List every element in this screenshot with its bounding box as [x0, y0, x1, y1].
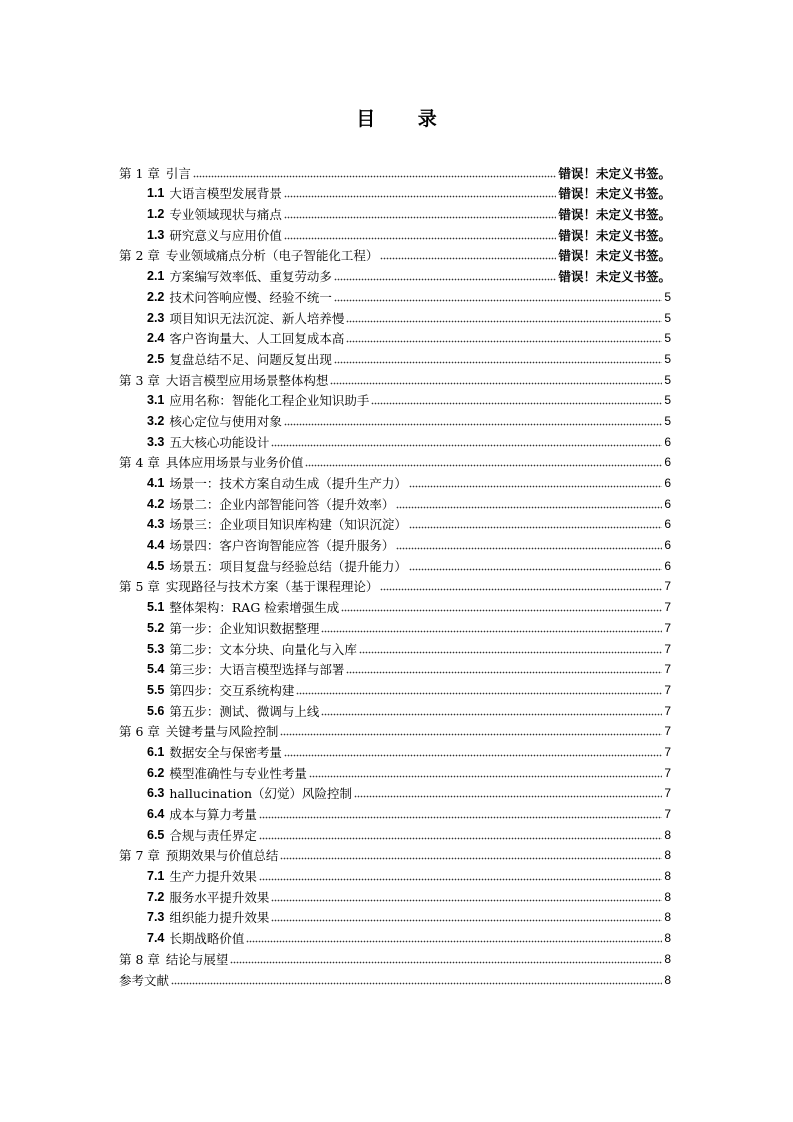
toc-page-number: 7 — [664, 662, 671, 677]
toc-page-number: 8 — [664, 869, 671, 884]
toc-entry-title: 场景四：客户咨询智能应答（提升服务） — [169, 538, 395, 554]
toc-chapter-entry[interactable] — [119, 843, 671, 864]
toc-dot-leader — [259, 830, 662, 840]
toc-section-entry[interactable] — [119, 470, 671, 491]
toc-section-entry[interactable] — [119, 698, 671, 719]
toc-page-number: 7 — [664, 744, 671, 759]
toc-page-number: 8 — [664, 931, 671, 946]
toc-entry-number: 6.3 — [147, 786, 165, 801]
toc-dot-leader — [380, 250, 556, 260]
toc-dot-leader — [309, 768, 662, 778]
toc-entry-title: 大语言模型应用场景整体构想 — [165, 372, 329, 388]
toc-dot-leader — [193, 168, 557, 178]
toc-section-entry[interactable] — [119, 594, 671, 615]
toc-dot-leader — [371, 395, 662, 405]
table-of-contents — [119, 160, 671, 988]
toc-entry-title: 数据安全与保密考量 — [169, 744, 282, 760]
toc-entry-number: 5.5 — [147, 682, 165, 697]
toc-dot-leader — [259, 871, 662, 881]
toc-entry-title: 整体架构：RAG 检索增强生成 — [169, 600, 340, 616]
toc-section-entry[interactable] — [119, 925, 671, 946]
toc-entry-number: 6.5 — [147, 827, 165, 842]
toc-page-number: 错误！未定义书签。 — [558, 248, 671, 264]
toc-page-number: 7 — [664, 620, 671, 635]
toc-entry-number: 3.1 — [147, 393, 165, 408]
toc-section-entry[interactable] — [119, 822, 671, 843]
toc-section-entry[interactable] — [119, 739, 671, 760]
toc-entry-title: hallucination（幻觉）风险控制 — [169, 786, 353, 802]
toc-entry-title: 预期效果与价值总结 — [165, 848, 279, 864]
page-title: 目 录 — [356, 108, 455, 130]
toc-entry-title: 场景五：项目复盘与经验总结（提升能力） — [169, 558, 407, 574]
toc-section-entry[interactable] — [119, 222, 671, 243]
toc-section-entry[interactable] — [119, 636, 671, 657]
toc-section-entry[interactable] — [119, 760, 671, 781]
toc-page-number: 7 — [664, 600, 671, 615]
toc-entry-title: 客户咨询量大、人工回复成本高 — [169, 331, 345, 347]
toc-page-number: 6 — [664, 455, 671, 470]
toc-page-number: 8 — [664, 951, 671, 966]
toc-entry-number: 2.2 — [147, 289, 165, 304]
toc-entry-title: 第二步：文本分块、向量化与入库 — [169, 641, 357, 657]
toc-page-number: 6 — [664, 538, 671, 553]
toc-dot-leader — [334, 354, 662, 364]
toc-entry-number: 第 7 章 — [119, 848, 160, 864]
toc-section-entry[interactable] — [119, 657, 671, 678]
toc-entry-number: 第 6 章 — [119, 724, 160, 740]
toc-chapter-entry[interactable] — [119, 160, 671, 181]
toc-section-entry[interactable] — [119, 429, 671, 450]
toc-entry-title: 应用名称：智能化工程企业知识助手 — [169, 393, 370, 409]
toc-entry-title: 关键考量与风险控制 — [165, 724, 279, 740]
toc-section-entry[interactable] — [119, 305, 671, 326]
toc-entry-title: 具体应用场景与业务价值 — [165, 455, 304, 471]
toc-entry-number: 4.1 — [147, 476, 165, 490]
toc-dot-leader — [171, 975, 662, 985]
toc-entry-number: 7.2 — [147, 889, 165, 904]
toc-dot-leader — [334, 292, 662, 302]
toc-dot-leader — [354, 788, 662, 798]
toc-entry-number: 4.5 — [147, 558, 165, 573]
toc-page-number: 6 — [664, 434, 671, 449]
toc-entry-title: 场景三：企业项目知识库构建（知识沉淀） — [169, 517, 407, 533]
toc-entry-title: 参考文献 — [119, 972, 170, 988]
toc-entry-number: 1.1 — [147, 186, 165, 201]
toc-section-entry[interactable] — [119, 553, 671, 574]
toc-entry-number: 2.3 — [147, 310, 165, 325]
toc-entry-number: 4.4 — [147, 538, 165, 553]
toc-entry-number: 6.1 — [147, 744, 165, 759]
toc-section-entry[interactable] — [119, 284, 671, 305]
toc-page-number: 5 — [664, 310, 671, 325]
toc-section-entry[interactable] — [119, 388, 671, 409]
toc-dot-leader — [380, 581, 662, 591]
toc-entry-title: 专业领域现状与痛点 — [169, 207, 282, 223]
toc-section-entry[interactable] — [119, 491, 671, 512]
toc-dot-leader — [280, 726, 662, 736]
toc-entry-title: 长期战略价值 — [169, 931, 245, 947]
toc-chapter-entry[interactable] — [119, 450, 671, 471]
toc-entry-title: 复盘总结不足、问题反复出现 — [169, 351, 332, 367]
toc-section-entry[interactable] — [119, 201, 671, 222]
toc-dot-leader — [271, 912, 662, 922]
toc-dot-leader — [330, 375, 662, 385]
toc-entry-title: 实现路径与技术方案（基于课程理论） — [165, 579, 379, 595]
toc-entry-title: 场景二：企业内部智能问答（提升效率） — [169, 496, 395, 512]
toc-entry-title: 第四步：交互系统构建 — [169, 682, 295, 698]
toc-entry-number: 第 5 章 — [119, 579, 160, 595]
toc-entry-number: 第 1 章 — [119, 165, 160, 181]
toc-dot-leader — [296, 685, 662, 695]
toc-page-number: 5 — [664, 372, 671, 387]
toc-entry-title: 项目知识无法沉淀、新人培养慢 — [169, 310, 345, 326]
toc-section-entry[interactable] — [119, 781, 671, 802]
toc-page-number: 6 — [664, 496, 671, 511]
toc-entry-title: 大语言模型发展背景 — [169, 186, 282, 202]
toc-entry-title: 技术问答响应慢、经验不统一 — [169, 289, 332, 305]
toc-dot-leader — [246, 933, 662, 943]
toc-page-number: 5 — [664, 331, 671, 346]
toc-page-number: 6 — [664, 476, 671, 490]
toc-dot-leader — [284, 416, 662, 426]
toc-entry-number: 7.3 — [147, 910, 165, 925]
toc-entry-number: 6.4 — [147, 807, 165, 821]
toc-entry-title: 模型准确性与专业性考量 — [169, 765, 307, 781]
toc-entry-title: 研究意义与应用价值 — [169, 227, 282, 243]
toc-page-number: 5 — [664, 393, 671, 408]
toc-section-entry[interactable] — [119, 677, 671, 698]
toc-page-number: 错误！未定义书签。 — [558, 165, 671, 181]
toc-entry-number: 5.2 — [147, 620, 165, 635]
toc-dot-leader — [259, 809, 662, 819]
toc-entry-title: 场景一：技术方案自动生成（提升生产力） — [169, 476, 407, 491]
toc-section-entry[interactable] — [119, 863, 671, 884]
toc-page-number: 5 — [664, 351, 671, 366]
toc-entry-number: 5.1 — [147, 600, 165, 615]
toc-page-number: 错误！未定义书签。 — [558, 227, 671, 243]
toc-dot-leader — [359, 644, 662, 654]
toc-dot-leader — [409, 478, 662, 488]
toc-page-number: 7 — [664, 786, 671, 801]
toc-entry-number: 1.3 — [147, 227, 165, 242]
toc-dot-leader — [346, 313, 662, 323]
toc-dot-leader — [409, 561, 662, 571]
toc-section-entry[interactable] — [119, 181, 671, 202]
toc-section-entry[interactable] — [119, 346, 671, 367]
toc-dot-leader — [409, 519, 662, 529]
toc-dot-leader — [341, 602, 662, 612]
toc-entry-title: 核心定位与使用对象 — [169, 413, 282, 429]
toc-entry-number: 4.3 — [147, 517, 165, 532]
toc-section-entry[interactable] — [119, 905, 671, 926]
toc-chapter-entry[interactable] — [119, 946, 671, 967]
toc-chapter-entry[interactable] — [119, 367, 671, 388]
toc-section-entry[interactable] — [119, 512, 671, 533]
toc-page-number: 7 — [664, 641, 671, 656]
toc-page-number: 8 — [664, 848, 671, 863]
toc-page-number: 错误！未定义书签。 — [558, 207, 671, 223]
toc-page-number: 6 — [664, 558, 671, 573]
toc-entry-number: 第 3 章 — [119, 372, 160, 388]
toc-entry-number: 6.2 — [147, 765, 165, 780]
toc-entry-number: 2.4 — [147, 331, 165, 346]
toc-page-number: 5 — [664, 289, 671, 304]
toc-entry-title: 引言 — [165, 165, 191, 181]
toc-entry-number: 3.2 — [147, 413, 165, 428]
toc-dot-leader — [284, 209, 557, 219]
toc-entry-number: 4.2 — [147, 496, 165, 511]
toc-entry-title: 第三步：大语言模型选择与部署 — [169, 662, 345, 678]
toc-section-entry[interactable] — [119, 532, 671, 553]
toc-section-entry[interactable] — [119, 615, 671, 636]
toc-dot-leader — [280, 850, 662, 860]
toc-dot-leader — [271, 437, 662, 447]
toc-chapter-entry[interactable] — [119, 967, 671, 988]
toc-page-number: 5 — [664, 413, 671, 428]
toc-entry-number: 第 4 章 — [119, 455, 160, 471]
toc-entry-number: 5.3 — [147, 641, 165, 656]
toc-entry-number: 第 2 章 — [119, 248, 160, 264]
toc-entry-title: 方案编写效率低、重复劳动多 — [169, 269, 332, 285]
toc-entry-number: 2.5 — [147, 351, 165, 366]
toc-page-number: 8 — [664, 910, 671, 925]
toc-entry-title: 第五步：测试、微调与上线 — [169, 703, 320, 719]
toc-page-number: 8 — [664, 827, 671, 842]
toc-entry-title: 组织能力提升效果 — [169, 910, 270, 926]
toc-dot-leader — [346, 333, 662, 343]
toc-page-number: 错误！未定义书签。 — [558, 269, 671, 285]
toc-page-number: 7 — [664, 579, 671, 594]
toc-dot-leader — [284, 230, 557, 240]
toc-page-number: 6 — [664, 517, 671, 532]
toc-section-entry[interactable] — [119, 326, 671, 347]
toc-dot-leader — [271, 892, 662, 902]
toc-page-number: 7 — [664, 703, 671, 718]
toc-page-number: 7 — [664, 724, 671, 739]
toc-chapter-entry[interactable] — [119, 243, 671, 264]
toc-entry-title: 第一步：企业知识数据整理 — [169, 620, 320, 636]
toc-dot-leader — [230, 954, 662, 964]
toc-entry-number: 1.2 — [147, 207, 165, 222]
toc-dot-leader — [334, 271, 557, 281]
toc-dot-leader — [346, 664, 662, 674]
toc-entry-number: 7.1 — [147, 869, 165, 884]
toc-entry-number: 第 8 章 — [119, 951, 160, 967]
toc-dot-leader — [305, 457, 662, 467]
toc-entry-title: 五大核心功能设计 — [169, 434, 270, 450]
toc-dot-leader — [284, 747, 662, 757]
toc-entry-title: 专业领域痛点分析（电子智能化工程） — [165, 248, 379, 264]
toc-dot-leader — [396, 540, 662, 550]
toc-page-number: 8 — [664, 972, 671, 987]
toc-page-number: 7 — [664, 682, 671, 697]
toc-entry-title: 结论与展望 — [165, 951, 229, 967]
toc-section-entry[interactable] — [119, 884, 671, 905]
toc-entry-number: 2.1 — [147, 269, 165, 284]
toc-entry-title: 合规与责任界定 — [169, 827, 257, 843]
toc-section-entry[interactable] — [119, 408, 671, 429]
toc-entry-number: 7.4 — [147, 931, 165, 946]
toc-dot-leader — [321, 623, 662, 633]
toc-dot-leader — [396, 499, 662, 509]
toc-entry-title: 生产力提升效果 — [169, 869, 257, 885]
toc-page-number: 7 — [664, 807, 671, 821]
toc-entry-number: 3.3 — [147, 434, 165, 449]
toc-page-number: 8 — [664, 889, 671, 904]
toc-chapter-entry[interactable] — [119, 719, 671, 740]
toc-section-entry[interactable] — [119, 801, 671, 822]
toc-page-number: 错误！未定义书签。 — [558, 186, 671, 202]
toc-entry-title: 服务水平提升效果 — [169, 889, 270, 905]
toc-entry-number: 5.6 — [147, 703, 165, 718]
toc-chapter-entry[interactable] — [119, 574, 671, 595]
toc-dot-leader — [321, 706, 662, 716]
toc-section-entry[interactable] — [119, 263, 671, 284]
toc-dot-leader — [284, 188, 557, 198]
toc-entry-title: 成本与算力考量 — [169, 807, 257, 822]
toc-page-number: 7 — [664, 765, 671, 780]
toc-entry-number: 5.4 — [147, 662, 165, 677]
